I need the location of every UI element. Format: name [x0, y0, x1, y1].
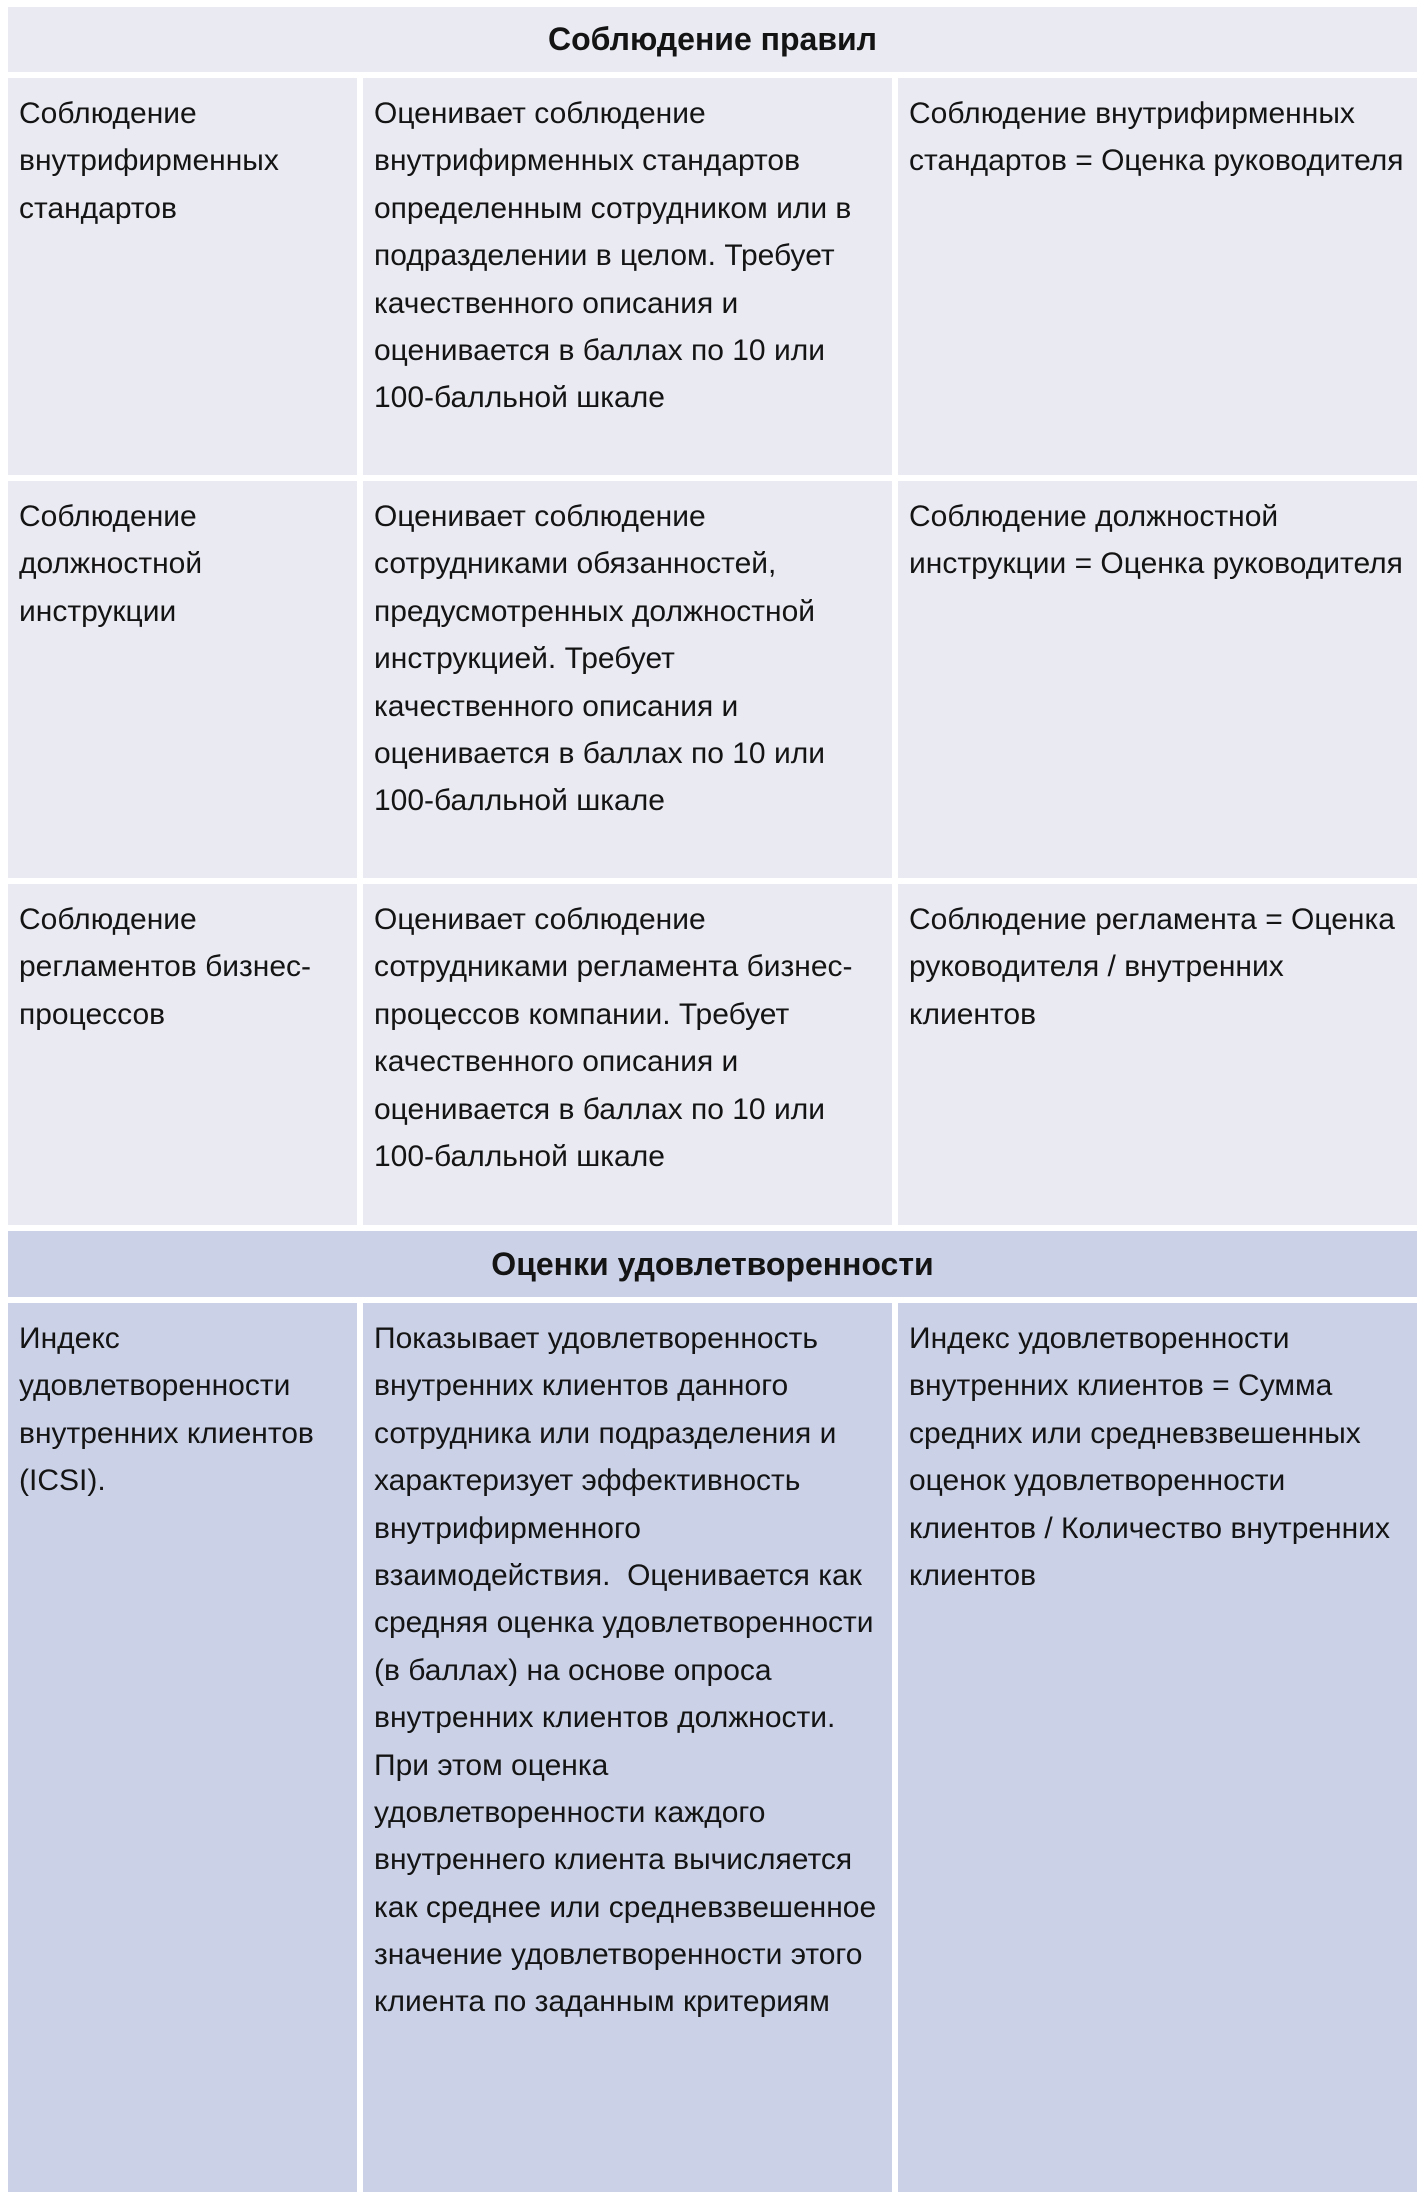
kpi-name-cell: Соблюдение должностной инструкции [8, 481, 357, 878]
table-row [8, 884, 1417, 1225]
section-title: Оценки удовлетворенности [491, 1245, 934, 1282]
kpi-description-cell: Оценивает соблюдение сотрудниками обязанностей, предусмотренных должностной инструкцией. Требует качественного описания и оценивается в баллах по 10 или 100-балльной шкале [363, 481, 892, 878]
kpi-name-cell: Соблюдение внутрифирменных стандартов [8, 78, 357, 475]
section-header-compliance [8, 7, 1417, 72]
kpi-name-cell: Соблюдение регламентов бизнес-процессов [8, 884, 357, 1225]
kpi-description-cell: Оценивает соблюдение внутрифирменных стандартов определенным сотрудником или в подразделении в целом. Требует качественного описания и оценивается в баллах по 10 или 100-балльной шкале [363, 78, 892, 475]
kpi-formula-cell: Соблюдение должностной инструкции = Оценка руководителя [898, 481, 1417, 878]
kpi-name-cell: Индекс удовлетворенности внутренних клиентов (ICSI). [8, 1303, 357, 2192]
table-row [8, 481, 1417, 878]
kpi-formula-cell: Соблюдение регламента = Оценка руководителя / внутренних клиентов [898, 884, 1417, 1225]
kpi-formula-cell: Соблюдение внутрифирменных стандартов = Оценка руководителя [898, 78, 1417, 475]
kpi-formula-cell: Индекс удовлетворенности внутренних клиентов = Сумма средних или средневзвешенных оценок удовлетворенности клиентов / Количество внутренних клиентов [898, 1303, 1417, 2192]
kpi-description-cell: Оценивает соблюдение сотрудниками регламента бизнес-процессов компании. Требует качественного описания и оценивается в баллах по 10 или 100-балльной шкале [363, 884, 892, 1225]
table-row [8, 78, 1417, 475]
section-title: Соблюдение правил [548, 21, 877, 58]
kpi-description-cell: Показывает удовлетворенность внутренних клиентов данного сотрудника или подразделения и характеризует эффективность внутрифирменного взаимодействия. Оценивается как средняя оценка удовлетворенности (в баллах) на основе опроса внутренних клиентов должности. При этом оценка удовлетворенности каждого внутреннего клиента вычисляется как среднее или средневзвешенное значение удовлетворенности этого клиента по заданным критериям [363, 1303, 892, 2192]
table-row [8, 1303, 1417, 2192]
section-header-satisfaction [8, 1231, 1417, 1297]
